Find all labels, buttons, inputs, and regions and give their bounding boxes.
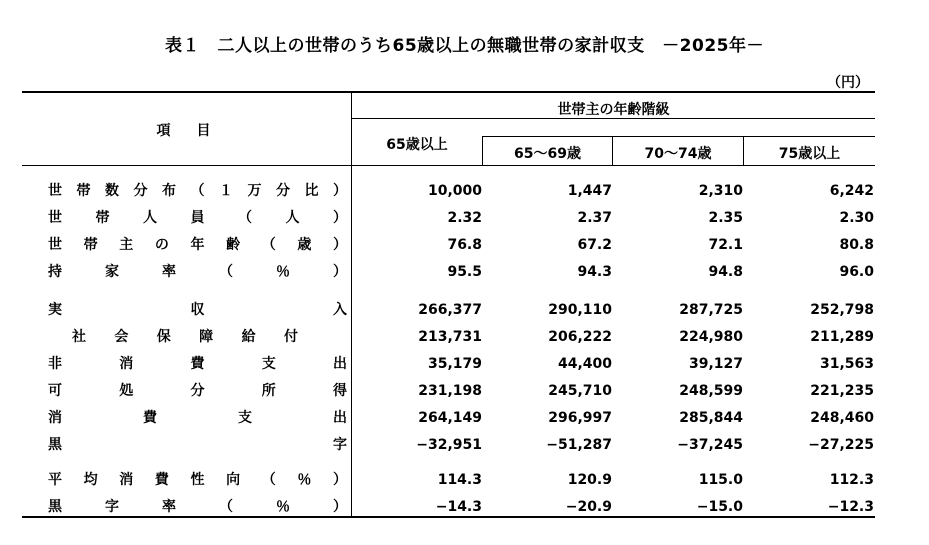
age-group-header: 世帯主の年齢階級 <box>557 102 670 118</box>
row-value-col-1: 2.32 <box>447 210 482 226</box>
row-value-col-1: 76.8 <box>447 237 482 253</box>
row-value-col-2: 245,710 <box>548 383 612 399</box>
header-bottom-border <box>22 165 875 166</box>
row-label: 社 会 保 障 給 付 <box>72 329 298 345</box>
table-row <box>0 432 929 458</box>
row-value-col-2: 290,110 <box>548 302 612 318</box>
row-value-col-4: −12.3 <box>827 499 874 515</box>
row-value-col-4: 96.0 <box>839 264 874 280</box>
row-value-col-3: 224,980 <box>679 329 743 345</box>
row-value-col-4: 252,798 <box>810 302 874 318</box>
table-top-border <box>22 91 875 93</box>
row-label: 世 帯 数 分 布 （ １ 万 分 比 ） <box>48 183 347 199</box>
row-value-col-2: 2.37 <box>577 210 612 226</box>
row-label: 非 消 費 支 出 <box>48 356 347 372</box>
row-value-col-1: 231,198 <box>418 383 482 399</box>
row-label: 実 収 入 <box>48 302 347 318</box>
row-label: 世 帯 主 の 年 齢 （ 歳 ） <box>48 237 347 253</box>
item-header: 項 目 <box>156 123 217 139</box>
row-value-col-3: 39,127 <box>688 356 743 372</box>
row-value-col-4: 211,289 <box>810 329 874 345</box>
row-value-col-2: 296,997 <box>548 410 612 426</box>
row-label: 消 費 支 出 <box>48 410 347 426</box>
table-row <box>0 494 929 520</box>
row-value-col-2: 1,447 <box>567 183 612 199</box>
col-header-65plus: 65歳以上 <box>386 137 448 153</box>
row-label: 平 均 消 費 性 向 （ ％ ） <box>48 472 347 488</box>
row-value-col-3: 94.8 <box>708 264 743 280</box>
row-value-col-3: 2,310 <box>698 183 743 199</box>
row-label: 世 帯 人 員 （ 人 ） <box>48 210 347 226</box>
row-value-col-4: 221,235 <box>810 383 874 399</box>
row-value-col-2: 120.9 <box>567 472 612 488</box>
row-value-col-2: −51,287 <box>546 437 612 453</box>
col-header-75plus: 75歳以上 <box>778 146 841 162</box>
row-value-col-1: 266,377 <box>418 302 482 318</box>
row-value-col-4: 6,242 <box>829 183 874 199</box>
table-row <box>0 232 929 258</box>
row-value-col-1: 213,731 <box>418 329 482 345</box>
row-value-col-4: −27,225 <box>808 437 874 453</box>
row-value-col-2: 67.2 <box>577 237 612 253</box>
table-row <box>0 405 929 431</box>
row-value-col-3: 115.0 <box>698 472 743 488</box>
row-value-col-1: 35,179 <box>427 356 482 372</box>
row-label: 黒 字 率 （ ％ ） <box>48 499 347 515</box>
row-value-col-3: 248,599 <box>679 383 743 399</box>
row-value-col-3: 287,725 <box>679 302 743 318</box>
row-value-col-3: 72.1 <box>708 237 743 253</box>
row-value-col-2: 94.3 <box>577 264 612 280</box>
row-value-col-4: 248,460 <box>810 410 874 426</box>
table-row <box>0 259 929 285</box>
table-row <box>0 205 929 231</box>
table-row <box>0 297 929 323</box>
row-label: 可 処 分 所 得 <box>48 383 347 399</box>
row-value-col-1: 264,149 <box>418 410 482 426</box>
row-value-col-1: 10,000 <box>427 183 482 199</box>
row-value-col-3: −15.0 <box>696 499 743 515</box>
row-value-col-4: 2.30 <box>839 210 874 226</box>
row-value-col-4: 80.8 <box>839 237 874 253</box>
table-row <box>0 378 929 404</box>
row-value-col-2: −20.9 <box>565 499 612 515</box>
row-label: 黒 字 <box>48 437 347 453</box>
table-row <box>0 324 929 350</box>
row-value-col-1: −14.3 <box>435 499 482 515</box>
row-value-col-4: 31,563 <box>819 356 874 372</box>
row-value-col-3: 2.35 <box>708 210 743 226</box>
row-value-col-4: 112.3 <box>829 472 874 488</box>
row-value-col-1: −32,951 <box>416 437 482 453</box>
row-value-col-3: 285,844 <box>679 410 743 426</box>
subheader-top-divider <box>482 136 875 137</box>
row-value-col-1: 114.3 <box>437 472 482 488</box>
unit-label: （円） <box>827 75 869 91</box>
row-value-col-1: 95.5 <box>447 264 482 280</box>
col-header-70-74: 70～74歳 <box>644 146 712 162</box>
table-row <box>0 351 929 377</box>
row-label: 持 家 率 （ ％ ） <box>48 264 347 280</box>
row-value-col-2: 44,400 <box>557 356 612 372</box>
row-value-col-3: −37,245 <box>677 437 743 453</box>
row-value-col-2: 206,222 <box>548 329 612 345</box>
table-title: 表１ 二人以上の世帯のうち65歳以上の無職世帯の家計収支 －2025年－ <box>165 36 764 56</box>
table-row <box>0 467 929 493</box>
table-row <box>0 178 929 204</box>
col-header-65-69: 65～69歳 <box>514 146 581 162</box>
